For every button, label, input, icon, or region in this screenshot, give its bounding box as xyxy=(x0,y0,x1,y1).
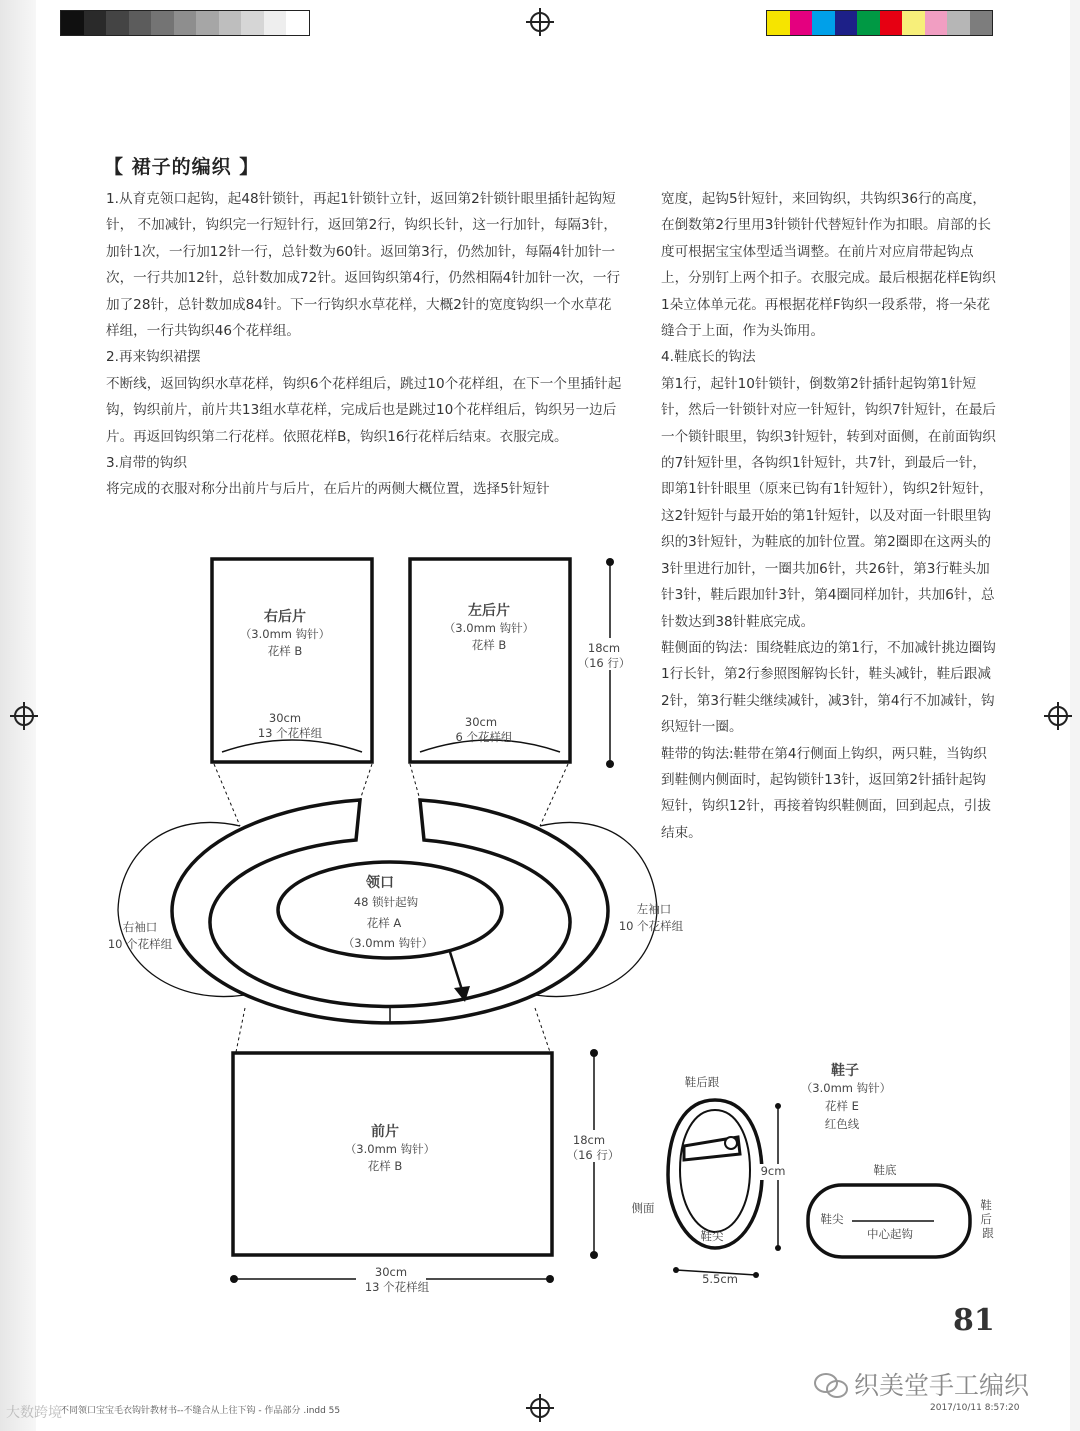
sole-title: 鞋底 xyxy=(873,1163,897,1177)
instruction-paragraph: 不断线，返回钩织水草花样，钩织6个花样组后，跳过10个花样组，在下一个里插针起钩，钩织前片，前片共13组水草花样，完成后也是跳过10个花样组后，钩织另一边后片。再返回钩织第二行花样。依照花样B，钩织16行花样后结束。衣服完成。 xyxy=(106,375,622,445)
left-cuff-title: 左袖口 xyxy=(636,902,672,916)
left-back-hook: （3.0mm 钩针） xyxy=(443,621,535,635)
front-pattern: 花样 B xyxy=(367,1159,403,1173)
instruction-paragraph: 1.从育克领口起钩，起48针锁针，再起1针锁针立针，返回第2针锁针眼里插针起钩短针， 不加减针，钩织完一行短针行，返回第2行，钩织长针，这一行加针，每隔3针，加针1次，一行加12针一行，总针数为60针。返回第3行，仍然加针，每隔4针加针一次，一行共加12针，总针数加成72针。返回钩织第4行，仍然相隔4针加针一次，一行加了28针，总针数加成84针。下一行钩织水草花样，大概2针的宽度钩织一个水草花样组，一行共钩织46个花样组。 xyxy=(106,191,621,340)
instruction-heading: 2.再来钩织裙摆 xyxy=(106,349,201,366)
watermark xyxy=(814,1366,1029,1402)
sole-heel-label: 鞋 后 跟 xyxy=(980,1198,994,1240)
shoe-outline xyxy=(668,1100,762,1248)
neck-pattern: 花样 A xyxy=(366,916,402,930)
right-back-groups: 13 个花样组 xyxy=(257,726,323,740)
instruction-paragraph: 将完成的衣服对称分出前片与后片，在后片的两侧大概位置，选择5针短针 xyxy=(106,481,550,498)
shoe-side-label: 侧面 xyxy=(631,1201,655,1215)
front-title: 前片 xyxy=(371,1124,399,1140)
shoe-inner-outline xyxy=(680,1110,750,1232)
front-hook: （3.0mm 钩针） xyxy=(344,1142,436,1156)
instruction-paragraph: 第1行，起针10针锁针，倒数第2针插针起钩第1针短针，然后一针锁针对应一针短针，钩织7针短针，在最后一个锁针眼里，钩织3针短针，转到对面侧，在前面钩织的7针短针里，各钩织1针短针，共7针，到最后一针，即第1针针眼里（原来已钩有1针短针），钩织2针短针，这2针短针与最开始的第1针短针，以及对面一针眼里钩织的3针短针，为鞋底的加针位置。第2圈即在这两头的3针里进行加针，一圈共加6针，共26针，第3行鞋头加针3针，鞋后跟加针3针，第4圈同样加针，共加6针，总针数达到38针鞋底完成。 xyxy=(661,375,996,630)
footer-file-info: 不同领口宝宝毛衣钩针教材书--不缝合从上往下钩 - 作品部分 .indd 55 xyxy=(60,1406,341,1416)
right-cuff-title: 右袖口 xyxy=(122,920,158,934)
instruction-heading: 3.肩带的钩织 xyxy=(106,455,187,472)
shoe-toe-label: 鞋尖 xyxy=(700,1229,724,1243)
front-height-cm: 18cm xyxy=(572,1133,606,1147)
sole-start-label: 中心起钩 xyxy=(867,1227,913,1241)
yoke-ring xyxy=(172,800,608,1023)
front-width: 30cm xyxy=(374,1265,408,1279)
corner-watermark: 大数跨境 xyxy=(6,1405,62,1421)
right-cuff-groups: 10 个花样组 xyxy=(107,937,173,951)
footer-timestamp: 2017/10/11 8:57:20 xyxy=(930,1403,1020,1413)
instruction-paragraph: 鞋带的钩法:鞋带在第4行侧面上钩织，两只鞋，当钩织到鞋侧内侧面时，起钩锁针13针，返回第2针插针起钩短针，钩织12针，再接着钩织鞋侧面，回到起点，引拔结束。 xyxy=(661,745,991,841)
right-back-title: 右后片 xyxy=(264,609,306,625)
right-back-pattern: 花样 B xyxy=(267,644,303,658)
front-height-rows: （16 行） xyxy=(566,1148,620,1162)
left-back-pattern: 花样 B xyxy=(471,638,507,652)
shoe-heel-label: 鞋后跟 xyxy=(684,1075,720,1089)
instruction-paragraph: 鞋侧面的钩法：围绕鞋底边的第1行，不加减针挑边圈钩1行长针，第2行参照图解钩长针，鞋头减针，鞋后跟减2针，第3行鞋尖继续减针，减3针，第4行不加减针，钩织短针一圈。 xyxy=(661,639,996,736)
shoe-title: 鞋子 xyxy=(831,1063,859,1079)
shoe-color: 红色线 xyxy=(824,1117,860,1131)
shoe-height: 9cm xyxy=(760,1164,786,1178)
right-back-hook: （3.0mm 钩针） xyxy=(239,627,331,641)
page-number: 81 xyxy=(953,1303,995,1338)
left-back-title: 左后片 xyxy=(468,603,510,619)
neck-chain: 48 锁针起钩 xyxy=(353,895,419,909)
instruction-heading: 4.鞋底长的钩法 xyxy=(661,349,756,366)
back-height-cm: 18cm xyxy=(587,641,621,655)
watermark-text: 织美堂手工编织 xyxy=(854,1371,1030,1400)
shoe-width: 5.5cm xyxy=(702,1272,738,1286)
front-groups: 13 个花样组 xyxy=(364,1280,430,1294)
left-cuff-groups: 10 个花样组 xyxy=(618,919,684,933)
neck-hook: （3.0mm 钩针） xyxy=(342,936,434,950)
right-back-width-arc xyxy=(222,740,362,752)
shoe-button-icon xyxy=(725,1137,737,1149)
back-height-rows: （16 行） xyxy=(577,656,631,670)
section-title: 【 裙子的编织 】 xyxy=(104,156,260,178)
shoe-pattern: 花样 E xyxy=(825,1099,859,1113)
wechat-icon xyxy=(814,1371,848,1397)
neck-title: 领口 xyxy=(366,875,394,891)
right-back-width: 30cm xyxy=(268,711,302,725)
instruction-paragraph: 宽度，起钩5针短针，来回钩织，共钩织36行的高度，在倒数第2行里用3针锁针代替短针作为扣眼。肩部的长度可根据宝宝体型适当调整。在前片对应肩带起钩点上，分别钉上两个扣子。衣服完成。最后根据花样E钩织1朵立体单元花。再根据花样F钩织一段系带，将一朵花缝合于上面，作为头饰用。 xyxy=(661,191,996,340)
shoe-hook: （3.0mm 钩针） xyxy=(800,1081,892,1095)
left-back-width: 30cm xyxy=(464,715,498,729)
sole-toe-label: 鞋尖 xyxy=(820,1212,844,1226)
left-back-groups: 6 个花样组 xyxy=(455,730,513,744)
